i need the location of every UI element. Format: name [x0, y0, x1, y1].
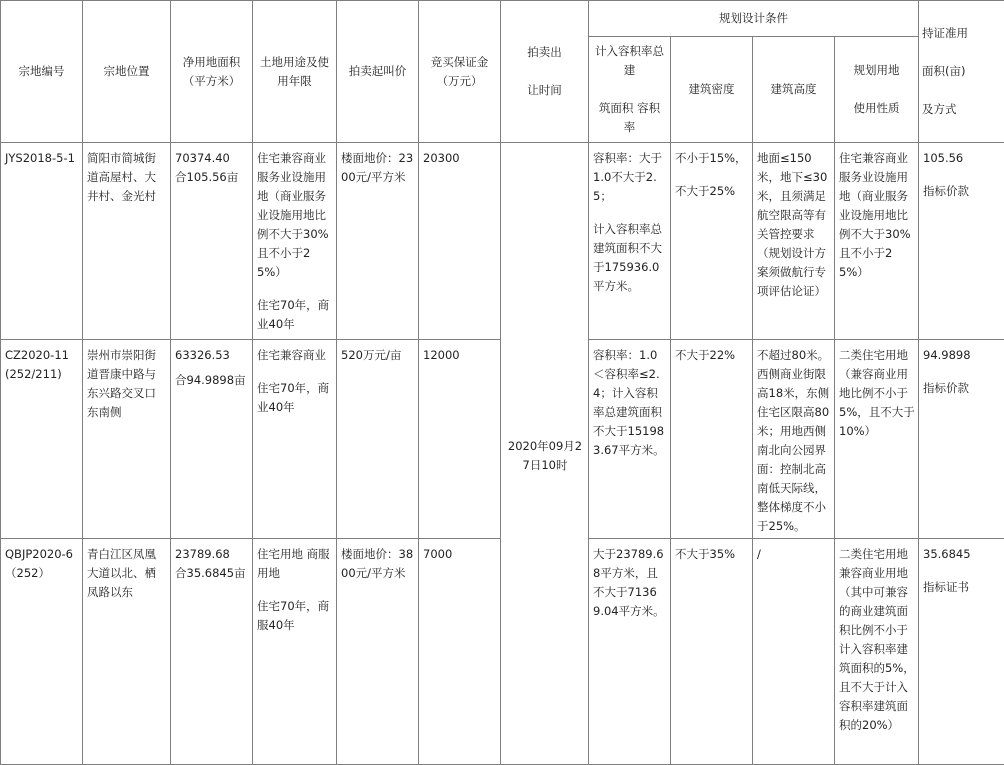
cell-location: 简阳市简城街道高屋村、大井村、金光村 — [83, 143, 171, 340]
cell-density: 不大于22% — [671, 340, 753, 539]
table-row — [1, 143, 1004, 340]
header-parcel-no: 宗地编号 — [1, 1, 83, 143]
header-start-price: 拍卖起叫价 — [337, 1, 419, 143]
cell-permit: 105.56 指标价款 — [919, 143, 1004, 340]
cell-price: 楼面地价：3800元/平方米 — [337, 539, 419, 765]
header-land-use: 规划用地 使用性质 — [835, 37, 919, 143]
cell-parcel-no: CZ2020-11(252/211) — [1, 340, 83, 539]
cell-permit: 35.6845 指标证书 — [919, 539, 1004, 765]
cell-area: 63326.53 合94.9898亩 — [171, 340, 253, 539]
cell-height: 地面≤150米，地下≤30米，且须满足航空限高等有关管控要求（规划设计方案须做航行专项评估论证） — [753, 143, 835, 340]
cell-permit: 94.9898 指标价款 — [919, 340, 1004, 539]
cell-far: 大于23789.68平方米，且不大于71369.04平方米。 — [589, 539, 671, 765]
cell-density: 不大于35% — [671, 539, 753, 765]
header-net-area: 净用地面积 （平方米） — [171, 1, 253, 143]
cell-far: 容积率：1.0＜容积率≤2.4；计入容积率总建筑面积不大于151983.67平方米。 — [589, 340, 671, 539]
cell-price: 520万元/亩 — [337, 340, 419, 539]
cell-auction-time: 2020年09月27日10时 — [501, 143, 589, 765]
cell-height: / — [753, 539, 835, 765]
cell-location: 青白江区凤凰大道以北、栖凤路以东 — [83, 539, 171, 765]
header-far: 计入容积率总 建 筑面积 容积 率 — [589, 37, 671, 143]
header-use-term: 土地用途及使 用年限 — [253, 1, 337, 143]
cell-area: 23789.68 合35.6845亩 — [171, 539, 253, 765]
header-location: 宗地位置 — [83, 1, 171, 143]
cell-parcel-no: QBJP2020-6（252） — [1, 539, 83, 765]
cell-land-use: 二类住宅用地兼容商业用地（其中可兼容的商业建筑面积比例不小于计入容积率建筑面积的5%，且不大于计入容积率建筑面积的20%） — [835, 539, 919, 765]
header-density: 建筑密度 — [671, 37, 753, 143]
header-height: 建筑高度 — [753, 37, 835, 143]
cell-deposit: 12000 — [419, 340, 501, 539]
cell-area: 70374.40 合105.56亩 — [171, 143, 253, 340]
cell-height: 不超过80米。西侧商业街限高18米，东侧住宅区限高80米；用地西侧南北向公园界面：控制北高南低天际线，整体梯度不小于25%。 — [753, 340, 835, 539]
cell-density: 不小于15%， 不大于25% — [671, 143, 753, 340]
header-permit: 持证准用 面积(亩) 及方式 — [919, 1, 1004, 143]
cell-deposit: 20300 — [419, 143, 501, 340]
cell-location: 崇州市崇阳街道晋康中路与东兴路交叉口东南侧 — [83, 340, 171, 539]
cell-land-use: 住宅兼容商业服务业设施用地（商业服务业设施用地比例不大于30%且不小于25%） — [835, 143, 919, 340]
cell-price: 楼面地价：2300元/平方米 — [337, 143, 419, 340]
cell-deposit: 7000 — [419, 539, 501, 765]
cell-use: 住宅兼容商业 住宅70年，商业40年 — [253, 340, 337, 539]
header-planning-group: 规划设计条件 — [589, 1, 919, 37]
header-deposit: 竞买保证金 （万元） — [419, 1, 501, 143]
header-auction-time: 拍卖出 让时间 — [501, 1, 589, 143]
cell-use: 住宅兼容商业服务业设施用地（商业服务业设施用地比例不大于30%且不小于25%） 住宅70年，商业40年 — [253, 143, 337, 340]
cell-far: 容积率：大于1.0不大于2.5； 计入容积率总建筑面积不大于175936.0平方米。 — [589, 143, 671, 340]
cell-parcel-no: JYS2018-5-1 — [1, 143, 83, 340]
cell-land-use: 二类住宅用地（兼容商业用地比例不小于5%，且不大于10%） — [835, 340, 919, 539]
cell-use: 住宅用地 商服用地 住宅70年，商服40年 — [253, 539, 337, 765]
